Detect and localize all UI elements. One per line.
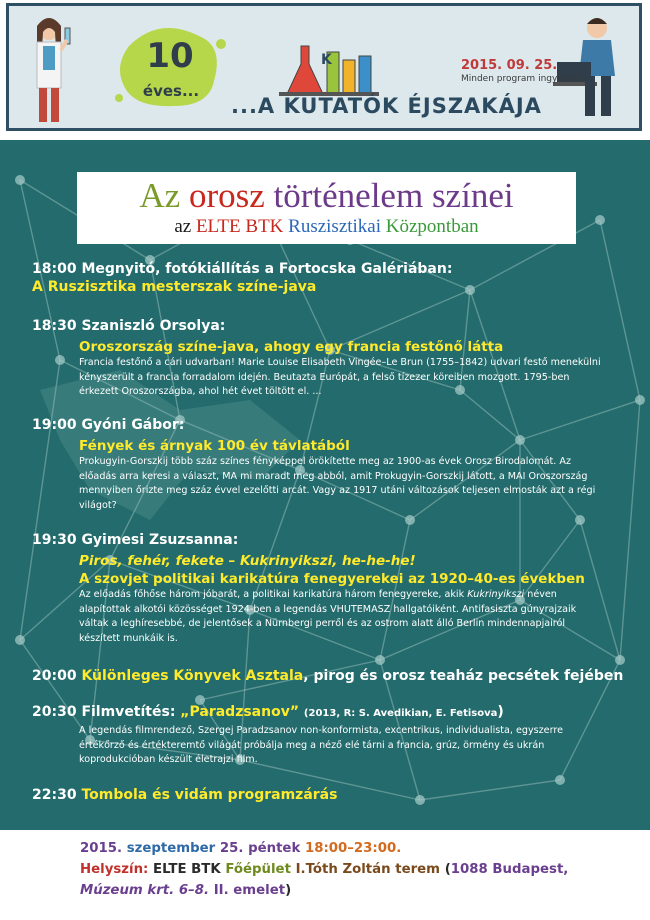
subtitle-word: Ruszisztikai: [288, 216, 382, 237]
footer-address-line: [80, 882, 291, 900]
program-item: [32, 317, 632, 400]
network-node: [615, 655, 625, 665]
footer-place-label: Helyszín:: [80, 862, 149, 877]
film-credit-close: ): [497, 704, 504, 720]
program-time: 20:30 Filmvetítés:: [32, 704, 176, 720]
footer-room: I.Tóth Zoltán terem: [295, 862, 441, 877]
program-subtitle: Fények és árnyak 100 év távlatából: [79, 438, 350, 454]
program-item: [32, 667, 632, 685]
program-rest: , pirog és orosz teaház pecsétek fejében: [303, 668, 624, 684]
banner-date: 2015. 09. 25.: [461, 58, 558, 73]
footer-street: Múzeum krt. 6–8.: [80, 883, 210, 898]
program-subtitle: A szovjet politikai karikatúra fenegyerekei az 1920–40-es években: [79, 571, 585, 587]
anniversary-years: éves...: [142, 82, 200, 100]
footer-weekday: péntek: [248, 841, 301, 856]
network-node: [405, 515, 415, 525]
event-banner: [6, 3, 642, 131]
title-box: [77, 172, 576, 244]
program-time: 22:30: [32, 787, 77, 803]
subtitle-word: az: [174, 216, 192, 237]
description-text: néven alapítottak alkotói közösséget 1924-ben a legendás VHUTEMASZ hallgatóiként. Antifasiszta gúnyrajzaik váltak a leghíresebbé, de jelentősek a Nürnbergi perről és az ostrom alatt álló Berlin mindennapjairól készített munkáik is.: [79, 589, 577, 644]
film-credit-text: (2013, R: S. Avedikian, E. Fetisova: [303, 708, 498, 719]
footer-year: 2015.: [80, 841, 123, 856]
network-node: [15, 635, 25, 645]
footer-date-line: [80, 840, 401, 858]
event-footer: [0, 830, 650, 920]
title-word: történelem: [273, 176, 424, 215]
program-description: [32, 588, 607, 646]
program-item: [32, 531, 632, 646]
program-time: 20:00: [32, 668, 77, 684]
footer-place-org: ELTE BTK: [153, 862, 221, 877]
network-node: [595, 215, 605, 225]
program-time-line: [32, 667, 632, 685]
program-item: [32, 260, 632, 296]
page-subtitle: [77, 216, 576, 238]
title-word: orosz: [188, 176, 265, 215]
program-description: Prokugyin-Gorszkij több száz színes fényképpel örökítette meg az 1900-as évek Orosz Birodalomát. Az előadás arra keresi a választ, MA mi maradt meg abból, amit Prokugyin-Gorszkij látott, a MAI Oroszország mennyiben őrizte meg száz évvel ezelőtti arcát. Vagy az 1917 utáni változások teljesen elmosták azt a régi világot?: [79, 456, 596, 511]
network-node: [15, 175, 25, 185]
program-highlight: Különleges Könyvek Asztala: [81, 668, 304, 684]
network-node: [555, 775, 565, 785]
program-description: Francia festőnő a cári udvarban! Marie Louise Elisabeth Vingée–Le Brun (1755–1842) udvari festő menekülni kényszerült a francia forradalom idején. Beutazta Európát, a felső tízezer köreiben mozgott. 1795-ben érkezett Oroszországba, ahol hét évet töltött el. ...: [79, 357, 601, 397]
program-time-line: [32, 703, 632, 723]
footer-paren-open: (: [444, 862, 451, 877]
description-italic: Kukrinyikszi: [467, 589, 525, 600]
network-node: [635, 395, 645, 405]
footer-city: 1088 Budapest,: [450, 862, 569, 877]
subtitle-word: ELTE: [195, 216, 241, 237]
program-poster: [0, 140, 650, 830]
anniversary-number: 10: [146, 36, 194, 76]
footer-day: 25.: [219, 841, 244, 856]
program-time-line: [32, 786, 632, 804]
footer-paren-close: ): [285, 883, 292, 898]
svg-text:K: K: [321, 52, 332, 68]
program-highlight: Tombola és vidám programzárás: [81, 787, 338, 803]
banner-title: ...A KUTATÓK ÉJSZAKÁJA: [231, 94, 542, 118]
program-subtitle: Piros, fehér, fekete – Kukrinyikszi, he-he-he!: [79, 553, 416, 569]
program-time: 18:30 Szaniszló Orsolya:: [32, 318, 226, 334]
network-node: [375, 655, 385, 665]
program-item: [32, 786, 632, 804]
description-text: Az előadás főhőse három jóbarát, a politikai karikatúra három fenegyereke, akik: [79, 589, 468, 600]
program-time: 18:00 Megnyitó, fotókiállítás a Fortocska Galériában:: [32, 261, 453, 277]
subtitle-word: BTK: [245, 216, 284, 237]
footer-month: szeptember: [126, 841, 216, 856]
film-credit: [303, 704, 504, 720]
footer-place-line: [80, 861, 568, 879]
page-title: [77, 172, 576, 216]
program-time: 19:00 Gyóni Gábor:: [32, 417, 185, 433]
program-time: 19:30 Gyimesi Zsuzsanna:: [32, 532, 239, 548]
program-item: [32, 416, 632, 513]
title-word: Az: [139, 176, 181, 215]
banner-free-note: Minden program ingyenes!: [461, 74, 583, 84]
program-subtitle: A Ruszisztika mesterszak színe-java: [32, 279, 317, 295]
program-subtitle: Oroszország színe-java, ahogy egy francia festőnő látta: [79, 339, 504, 355]
subtitle-word: Központban: [385, 216, 479, 237]
program-description: A legendás filmrendező, Szergej Paradzsanov non-konformista, excentrikus, individualista, egyszerre értékőrző és értékteremtő világát próbálja meg a néző elé tárni a francia, grúz, örmény és ukrán koprodukcióban készült életrajzi film.: [79, 725, 564, 765]
footer-building: Főépület: [225, 862, 291, 877]
footer-hours: 18:00–23:00.: [304, 841, 402, 856]
footer-floor: II. emelet: [213, 883, 286, 898]
network-node: [575, 515, 585, 525]
program-item: [32, 703, 632, 768]
film-title: „Paradzsanov”: [180, 704, 300, 720]
title-word: színei: [431, 176, 514, 215]
